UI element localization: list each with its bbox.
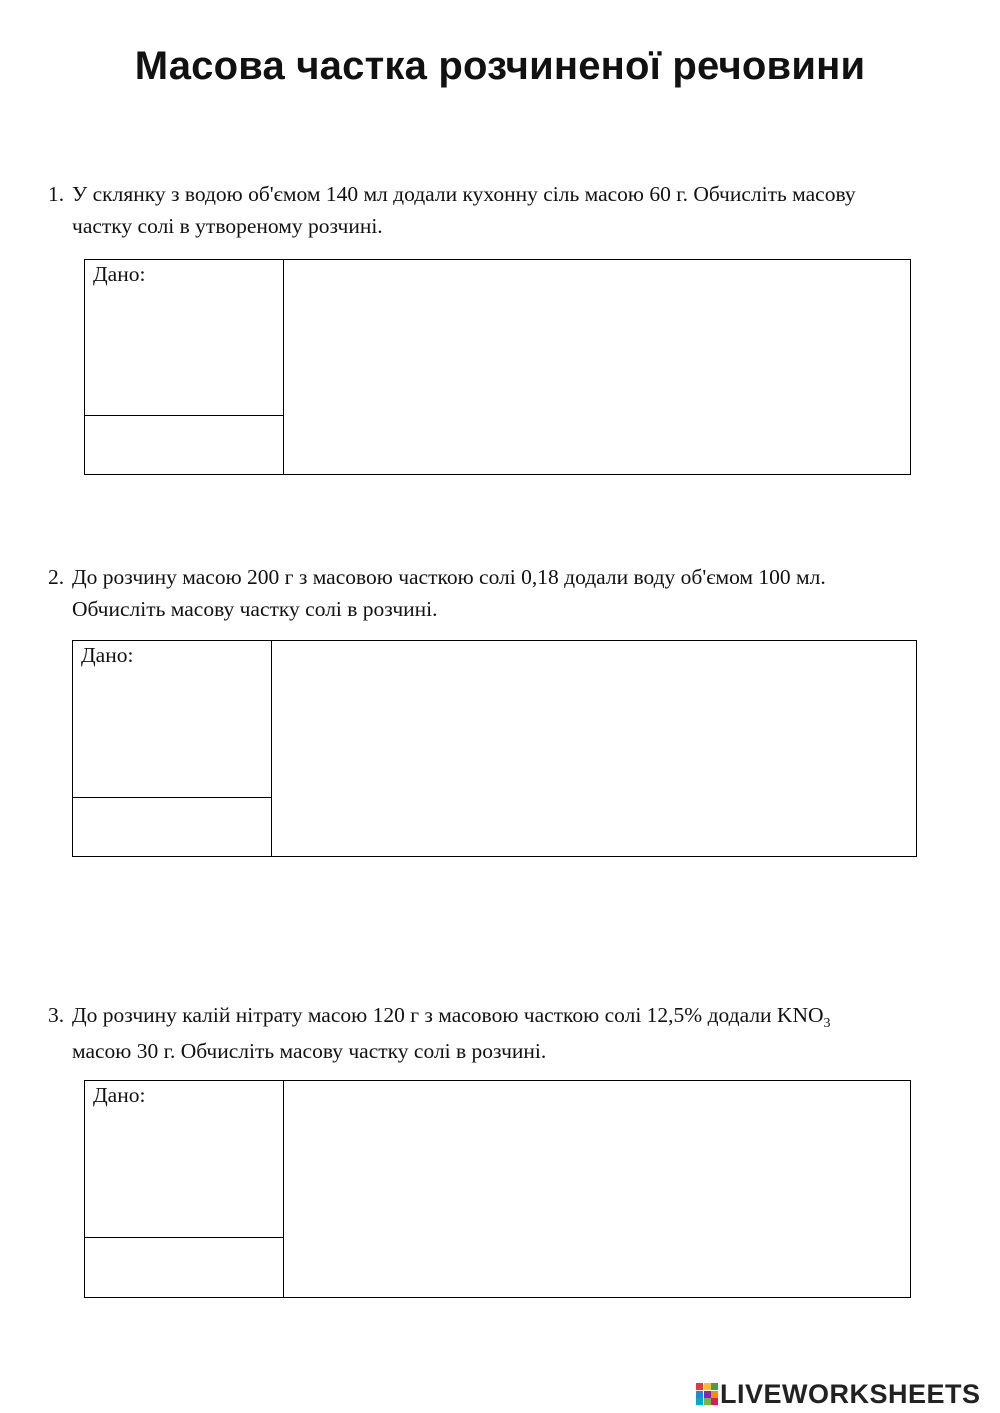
solution-box-1 xyxy=(84,259,911,475)
logo-grid-cell xyxy=(711,1391,718,1398)
task-number: 1. xyxy=(48,182,65,206)
solution-input-area[interactable] xyxy=(284,260,910,474)
task-text xyxy=(72,999,972,1067)
solution-box-3 xyxy=(84,1080,911,1298)
logo-grid-cell xyxy=(711,1398,718,1405)
logo-grid-icon xyxy=(696,1383,718,1405)
logo-grid-cell xyxy=(696,1383,703,1390)
find-input-area[interactable] xyxy=(85,1238,283,1297)
task-text-line: масою 30 г. Обчисліть масову частку солі в розчині. xyxy=(72,1039,547,1063)
task-text-line xyxy=(72,999,972,1035)
task-text-line-main: До розчину калій нітрату масою 120 г з масовою часткою солі 12,5% додали KNO xyxy=(72,1003,824,1027)
task-text-line: Обчисліть масову частку солі в розчині. xyxy=(72,597,438,621)
given-label: Дано: xyxy=(81,643,134,667)
given-input-area[interactable] xyxy=(85,1081,283,1238)
given-input-area[interactable] xyxy=(73,641,271,798)
task-number: 2. xyxy=(48,565,65,589)
given-label: Дано: xyxy=(93,1083,146,1107)
given-column xyxy=(85,260,284,474)
solution-input-area[interactable] xyxy=(272,641,916,856)
logo-grid-cell xyxy=(704,1383,711,1390)
page-title: Масова частка розчиненої речовини xyxy=(134,44,866,88)
solution-input-area[interactable] xyxy=(284,1081,910,1297)
logo-grid-cell xyxy=(704,1398,711,1405)
given-column xyxy=(73,641,272,856)
liveworksheets-logo xyxy=(696,1378,981,1410)
find-input-area[interactable] xyxy=(73,798,271,856)
solution-box-2 xyxy=(72,640,917,857)
task-text xyxy=(72,178,972,242)
given-input-area[interactable] xyxy=(85,260,283,416)
task-1 xyxy=(48,178,968,242)
logo-text: LIVEWORKSHEETS xyxy=(720,1378,981,1409)
logo-grid-cell xyxy=(711,1383,718,1390)
given-label: Дано: xyxy=(93,262,146,286)
task-number: 3. xyxy=(48,1003,65,1027)
task-text-line: До розчину масою 200 г з масовою часткою солі 0,18 додали воду об'ємом 100 мл. xyxy=(72,565,826,589)
task-3 xyxy=(48,999,988,1063)
logo-grid-cell xyxy=(696,1391,703,1398)
task-text xyxy=(72,561,972,625)
subscript: 3 xyxy=(823,1016,831,1031)
logo-grid-cell xyxy=(696,1398,703,1405)
task-2 xyxy=(48,561,968,625)
find-input-area[interactable] xyxy=(85,416,283,474)
task-text-line: У склянку з водою об'ємом 140 мл додали кухонну сіль масою 60 г. Обчисліть масову xyxy=(72,182,856,206)
task-text-line: частку солі в утвореному розчині. xyxy=(72,214,383,238)
logo-grid-cell xyxy=(704,1391,711,1398)
given-column xyxy=(85,1081,284,1297)
